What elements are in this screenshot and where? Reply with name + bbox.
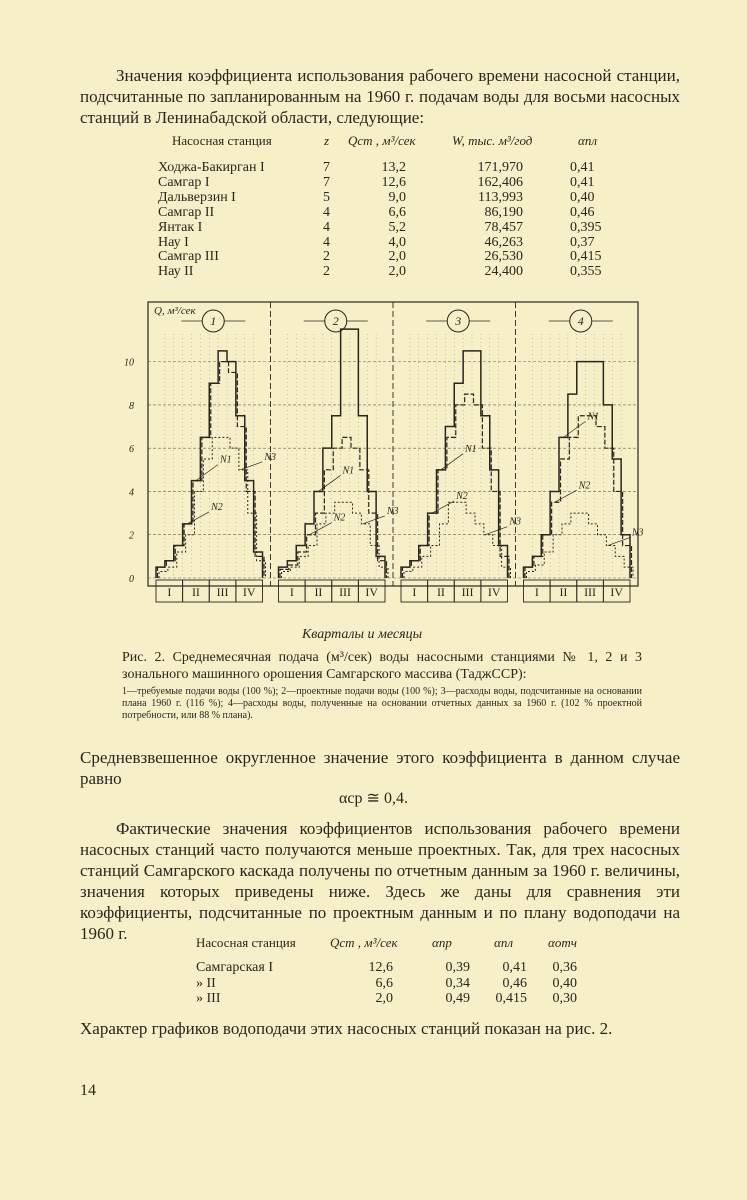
table1-cell: Нау II [158, 264, 194, 280]
y-tick-label: 4 [129, 487, 134, 499]
table1-cell: 113,993 [478, 189, 523, 205]
table1-cell: 86,190 [484, 204, 523, 220]
table1-cell: 0,355 [570, 264, 602, 280]
table1-cell: 7 [323, 160, 330, 175]
curve-label: N3 [386, 505, 399, 517]
table2-cell: Самгарская I [196, 960, 273, 975]
table1-cell: 2 [323, 249, 330, 265]
quarter-label: I [534, 585, 539, 599]
table1-cell: 9,0 [388, 189, 406, 205]
table2-cell: 0,36 [552, 960, 577, 975]
quarter-label: II [314, 585, 323, 599]
intro-paragraph: Значения коэффициента использования рабочего времени насосной станции, подсчитанные по запланированным на 1960 г. подачам воды для восьми насосных станций в Ленинабадской области, следующие: [80, 66, 680, 127]
curve-label: N2 [578, 480, 591, 492]
table1-cell: 2 [323, 264, 330, 280]
table2-cell: 2,0 [375, 991, 393, 1006]
table2-header-q: Qст , м³/сек [330, 935, 398, 950]
table2-cell: 0,46 [502, 975, 527, 991]
table1-cell: 6,6 [388, 204, 406, 220]
panel-label: 4 [577, 314, 584, 328]
curve-label: N2 [211, 501, 223, 513]
table1-cell: 162,406 [477, 174, 523, 190]
table1-cell: 0,41 [570, 174, 595, 190]
figure-legend: 1—требуемые подачи воды (100 %); 2—проектные подачи воды (100 %); 3—расходы воды, подсчитанные на основании плана 1960 г. (116 %); 4—расходы воды, полученные на основании отчетных данных за 1960 г. (102 % проектной потребности, или 88 % плана). [122, 686, 642, 721]
y-tick-label: 10 [124, 357, 134, 369]
panel-label: 1 [210, 314, 217, 328]
table1-cell: Самгар III [158, 249, 219, 265]
table2-cell: 0,41 [502, 960, 527, 975]
table1-cell: 0,415 [570, 249, 602, 265]
curve-label: N2 [333, 512, 346, 524]
y-tick-label: 2 [129, 530, 134, 542]
paragraph-weighted-average: Средневзвешенное округленное значение этого коэффициента в данном случае равно [80, 748, 680, 788]
y-axis-title: Q, м³/сек [154, 305, 196, 317]
quarter-label: III [584, 585, 597, 599]
quarter-label: IV [487, 585, 501, 599]
quarter-label: IV [610, 585, 624, 599]
curve-label: N1 [464, 443, 477, 455]
table1-cell: 46,263 [484, 234, 523, 250]
table1-cell: 78,457 [484, 219, 523, 235]
table1-cell: 4 [323, 234, 330, 250]
table1-cell: Нау I [158, 234, 189, 250]
table1-cell: 171,970 [477, 160, 523, 175]
paragraph-conclusion: Характер графиков водоподачи этих насосных станций показан на рис. 2. [80, 1019, 613, 1038]
table2-cell: 0,39 [445, 960, 470, 975]
table1-header-q: Qст , м³/сек [348, 133, 416, 148]
table1-cell: 4 [323, 219, 330, 235]
y-tick-label: 8 [129, 400, 134, 412]
table1-cell: 0,41 [570, 160, 595, 175]
quarter-label: I [412, 585, 417, 599]
figure-caption: Рис. 2. Среднемесячная подача (м³/сек) воды насосными станциями № 1, 2 и 3 зонального машинного орошения Самгарского массива (ТаджССР): [122, 650, 642, 682]
quarter-label: III [216, 585, 229, 599]
quarter-label: I [167, 585, 172, 599]
table2-cell: 0,415 [495, 991, 527, 1006]
table1-cell: 4,0 [388, 234, 406, 250]
curve-label: N3 [264, 451, 276, 463]
table2-cell: 0,30 [552, 991, 577, 1006]
table1-cell: Самгар II [158, 204, 215, 220]
table1-cell: 5,2 [388, 219, 406, 235]
table2-cell: 12,6 [368, 960, 393, 975]
table1-cell: Ходжа-Бакирган I [158, 160, 265, 175]
table1-cell: 2,0 [388, 264, 406, 280]
page-number: 14 [80, 1082, 96, 1099]
table1-cell: 7 [323, 174, 330, 190]
table1-cell: 4 [323, 204, 330, 220]
quarter-label: II [436, 585, 445, 599]
y-tick-label: 0 [129, 574, 134, 585]
quarter-label: II [559, 585, 568, 599]
curve-label: N1 [219, 454, 232, 466]
table1-header-alpha: αпл [578, 133, 597, 148]
table2-cell: 0,34 [445, 975, 470, 991]
table2-cell: 0,49 [445, 991, 470, 1006]
table1-cell: 5 [323, 189, 330, 205]
table2-cell: » III [196, 991, 221, 1006]
quarter-label: III [339, 585, 352, 599]
y-tick-label: 6 [129, 444, 134, 456]
table1-cell: Янтак I [158, 219, 203, 235]
table1-header-w: W, тыс. м³/год [452, 133, 533, 148]
table1-cell: Дальверзин I [158, 189, 236, 205]
table2-header-station: Насосная станция [196, 935, 296, 950]
table1-cell: 0,40 [570, 189, 595, 205]
table1-header-z: z [324, 133, 330, 148]
x-axis-label: Кварталы и месяцы [302, 627, 423, 642]
formula-alpha-avg: αср ≅ 0,4. [339, 790, 408, 807]
quarter-label: II [191, 585, 200, 599]
quarter-label: IV [365, 585, 379, 599]
curve-label: N3 [509, 516, 521, 528]
table1-header-station: Насосная станция [172, 133, 272, 148]
table1-cell: 0,395 [570, 219, 602, 235]
quarter-label: IV [242, 585, 256, 599]
table1-cell: Самгар I [158, 174, 210, 190]
table2-cell: 0,40 [552, 975, 577, 991]
table1-cell: 0,46 [570, 204, 595, 220]
table2-cell: 6,6 [375, 975, 393, 991]
table1-cell: 2,0 [388, 249, 406, 265]
table2-cell: » II [196, 975, 216, 991]
table1-cell: 13,2 [381, 160, 406, 175]
curve-label: N1 [342, 465, 355, 477]
table1-cell: 24,400 [484, 264, 523, 280]
table2-header-alpha-pl: αпл [494, 935, 513, 950]
table2-header-alpha-pr: αпр [432, 935, 452, 950]
table2-header-alpha-otch: αотч [548, 935, 577, 950]
paragraph-actual-values: Фактические значения коэффициентов использования рабочего времени насосных станций часто получаются меньше проектных. Так, для трех насосных станций Самгарского каскада получены по отчетным данным за 1960 г. величины, значения которых приведены ниже. Здесь же даны для сравнения эти коэффициенты, подсчитанные по проектным данным и по плану водоподачи на 1960 г. [80, 819, 680, 943]
table1-cell: 26,530 [484, 249, 523, 265]
curve-label: N1 [587, 411, 600, 423]
panel-label: 3 [455, 314, 462, 328]
curve-label: N2 [456, 491, 468, 503]
quarter-label: III [461, 585, 474, 599]
curve-label: N3 [631, 527, 644, 539]
panel-label: 2 [332, 314, 339, 328]
table1-cell: 12,6 [381, 174, 406, 190]
quarter-label: I [289, 585, 294, 599]
table1-cell: 0,37 [570, 234, 595, 250]
